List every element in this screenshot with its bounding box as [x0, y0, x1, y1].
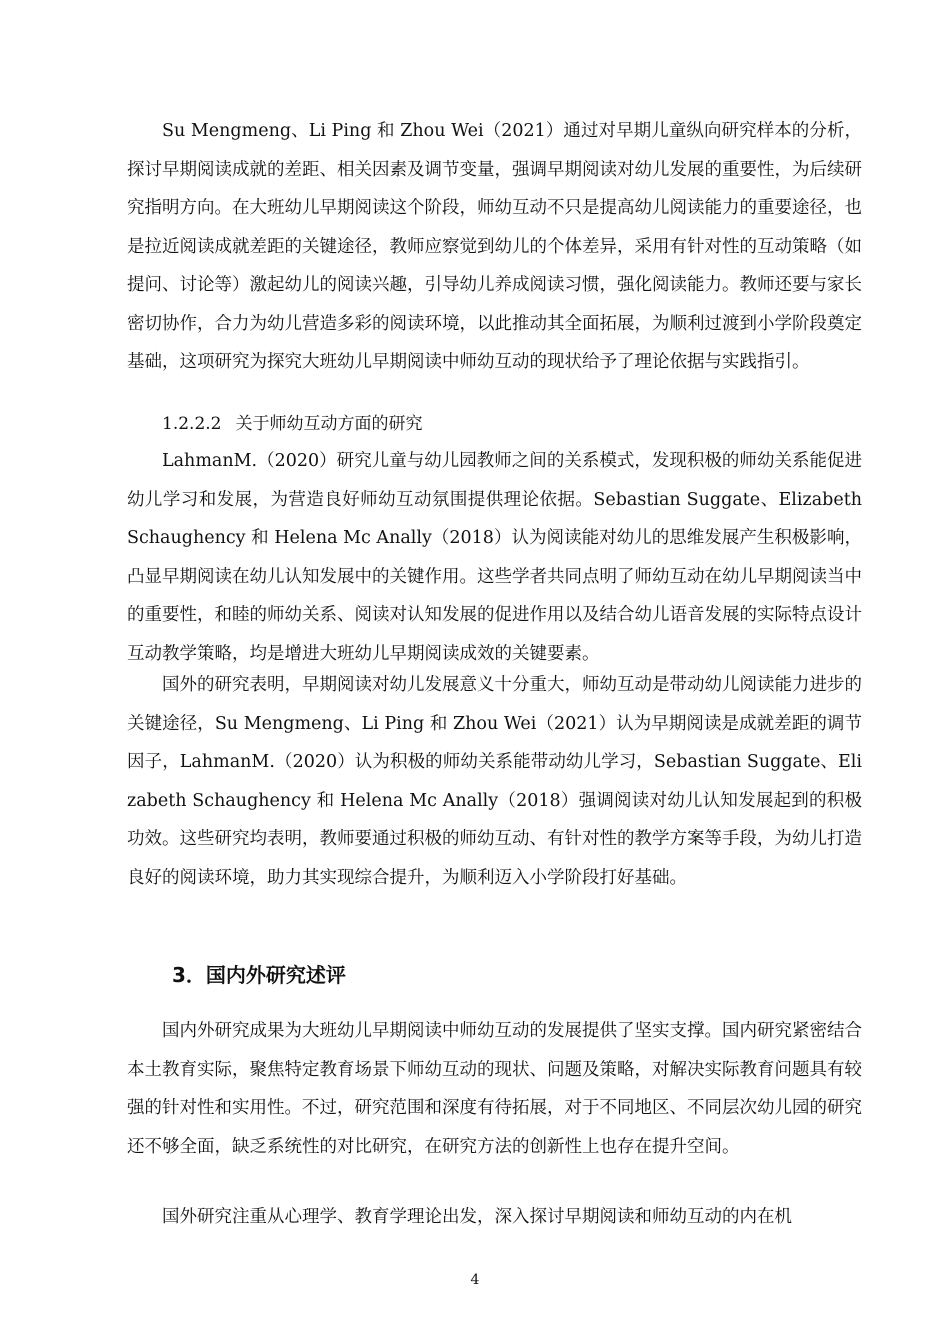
paragraph-lahman-study: LahmanM.（2020）研究儿童与幼儿园教师之间的关系模式，发现积极的师幼关系能促进幼儿学习和发展，为营造良好师幼互动氛围提供理论依据。Sebastian Suggate、Elizabeth Schaughency 和 Helena Mc Anally（2018）认为阅读能对幼儿的思维发展产生积极影响，凸显早期阅读在幼儿认知发展中的关键作用。这些学者共同点明了师幼互动在幼儿早期阅读当中的重要性，和睦的师幼关系、阅读对认知发展的促进作用以及结合幼儿语音发展的实际特点设计互动教学策略，均是增进大班幼儿早期阅读成效的关键要素。	[127, 451, 862, 664]
section-subheading	[162, 406, 422, 442]
subheading-number: 1.2.2.2	[162, 414, 222, 434]
page-number: 4	[470, 1272, 480, 1288]
paragraph-foreign-research-summary: 国外的研究表明，早期阅读对幼儿发展意义十分重大，师幼互动是带动幼儿阅读能力进步的关键途径，Su Mengmeng、Li Ping 和 Zhou Wei（2021）认为早期阅读是成就差距的调节因子，LahmanM.（2020）认为积极的师幼关系能带动幼儿学习，Sebastian Suggate、Elizabeth Schaughency 和 Helena Mc Anally（2018）强调阅读对幼儿认知发展起到的积极功效。这些研究均表明，教师要通过积极的师幼互动、有针对性的教学方案等手段，为幼儿打造良好的阅读环境，助力其实现综合提升，为顺利迈入小学阶段打好基础。	[127, 675, 862, 888]
paragraph-su-mengmeng-study: Su Mengmeng、Li Ping 和 Zhou Wei（2021）通过对早期儿童纵向研究样本的分析，探讨早期阅读成就的差距、相关因素及调节变量，强调早期阅读对幼儿发展的重要性，为后续研究指明方向。在大班幼儿早期阅读这个阶段，师幼互动不只是提高幼儿阅读能力的重要途径，也是拉近阅读成就差距的关键途径，教师应察觉到幼儿的个体差异，采用有针对性的互动策略（如提问、讨论等）激起幼儿的阅读兴趣，引导幼儿养成阅读习惯，强化阅读能力。教师还要与家长密切协作，合力为幼儿营造多彩的阅读环境，以此推动其全面拓展，为顺利过渡到小学阶段奠定基础，这项研究为探究大班幼儿早期阅读中师幼互动的现状给予了理论依据与实践指引。	[127, 121, 862, 372]
paragraph-foreign-research-focus: 国外研究注重从心理学、教育学理论出发，深入探讨早期阅读和师幼互动的内在机	[162, 1207, 792, 1227]
subheading-title: 关于师幼互动方面的研究	[235, 414, 423, 434]
section-heading: 3．国内外研究述评	[172, 963, 346, 987]
paragraph-domestic-foreign-review: 国内外研究成果为大班幼儿早期阅读中师幼互动的发展提供了坚实支撑。国内研究紧密结合本土教育实际，聚焦特定教育场景下师幼互动的现状、问题及策略，对解决实际教育问题具有较强的针对性和实用性。不过，研究范围和深度有待拓展，对于不同地区、不同层次幼儿园的研究还不够全面，缺乏系统性的对比研究，在研究方法的创新性上也存在提升空间。	[127, 1021, 862, 1157]
